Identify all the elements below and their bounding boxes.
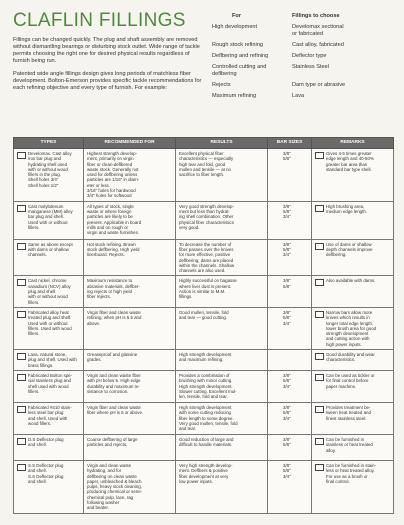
header-bar-sizes: BAR SIZES xyxy=(268,138,312,149)
cell-results-text: High strength development and maximum refining. xyxy=(179,352,232,363)
cell-remarks-text: Can be furnished in stain- less or heat treated alloy. For use as a brush or final control. xyxy=(326,462,377,484)
guide-row-fillings: Cast alloy, fabricated xyxy=(292,42,344,48)
cell-bar-sizes xyxy=(268,276,312,307)
cell-remarks xyxy=(312,370,394,402)
header-remarks: REMARKS xyxy=(312,138,394,149)
filling-swatch-icon xyxy=(315,311,324,318)
cell-recommended xyxy=(84,434,176,460)
cell-results-text: Good mullen, tensile, fold and tear — good cutting. xyxy=(179,309,229,321)
guide-row-for: High development xyxy=(212,24,258,30)
cell-bar-sizes xyxy=(268,350,312,371)
table-row xyxy=(14,370,394,402)
table-row xyxy=(14,276,394,307)
guide-row-fillings: Dam type or abrasive xyxy=(292,82,346,88)
cell-results xyxy=(176,402,268,434)
intro-paragraph: Fillings can be changed quickly. The plug and shaft assembly are removed without dismantling bearings or disturbing stock outlet. Wide range of tackle permits choosing the right one for desired physical results regardless of furnish being run. xyxy=(13,37,200,64)
cell-bar-sizes-text: 3/8" 5/8" xyxy=(283,278,291,289)
cell-remarks xyxy=(312,402,394,434)
guide-row xyxy=(212,42,396,49)
header-results: RESULTS xyxy=(176,138,268,149)
cell-remarks-text: Narrow bars allow more knives which results in longer total edge length, lower brush area for good strength development and cutting action with high power inputs. xyxy=(326,309,377,347)
intro-text xyxy=(13,37,203,98)
table-header-row xyxy=(14,138,394,149)
cell-type-text: Cast nickel, chrome vanadium (NCV) alloy plug and shell with or without wood fillers. xyxy=(28,278,71,305)
guide-header xyxy=(212,13,396,19)
cell-type xyxy=(14,201,84,239)
cell-type xyxy=(14,350,84,371)
guide-row-for: Rejects xyxy=(212,82,231,88)
guide-row xyxy=(212,93,396,100)
filling-swatch-icon xyxy=(315,438,324,445)
cell-type-text: Fabricated alloy heat treated plug and shell. Used with or without fillers. Used with wood fillers. xyxy=(28,309,72,337)
cell-type-text: Same as above except with dams or shallow channels. xyxy=(28,241,73,258)
cell-bar-sizes-text: 3/8" 5/8" 3/4" xyxy=(283,203,291,220)
cell-remarks xyxy=(312,350,394,371)
filling-swatch-icon xyxy=(17,311,26,318)
filling-swatch-icon xyxy=(315,279,324,286)
cell-bar-sizes-text: 3/8" 5/8" 3/4" xyxy=(283,309,291,326)
filling-swatch-icon xyxy=(17,205,26,212)
filling-swatch-icon xyxy=(17,279,26,286)
cell-recommended xyxy=(84,370,176,402)
cell-type-text: Fabricated Bolton spe- cial stainless plug and shell used with wood fillers. xyxy=(28,372,73,394)
cell-results xyxy=(176,370,268,402)
header-types: TYPES xyxy=(14,138,84,149)
table-row xyxy=(14,239,394,276)
cell-recommended xyxy=(84,307,176,349)
guide-row xyxy=(212,82,396,89)
guide-row-fillings: Develomax sectional or fabricated xyxy=(292,24,344,37)
cell-type-text: Develomax. Cast alloy iron bar plug and hydrating shell used with or without wood fillers in the plug. Shell holes 3/4" Shell holes 1/2" xyxy=(28,151,72,188)
table-row xyxy=(14,350,394,371)
cell-bar-sizes xyxy=(268,402,312,434)
cell-type-text: Cast molybdenum manganese (MM) alloy bar plug and shell. Used with or without fillers. xyxy=(28,203,73,230)
filling-swatch-icon xyxy=(17,406,26,413)
cell-type xyxy=(14,402,84,434)
fillings-table xyxy=(13,137,394,514)
fillings-selection-guide xyxy=(212,13,396,104)
cell-recommended xyxy=(84,201,176,239)
filling-swatch-icon xyxy=(17,438,26,445)
cell-recommended-text: Coarse deflbering of large particles and rejects. xyxy=(87,436,138,448)
cell-remarks-text: Provides treatment be- tween heat treated and finest stainless steel. xyxy=(326,404,371,421)
cell-results xyxy=(176,460,268,513)
cell-type xyxy=(14,307,84,349)
cell-results xyxy=(176,276,268,307)
cell-remarks xyxy=(312,276,394,307)
table-row xyxy=(14,434,394,460)
filling-swatch-icon xyxy=(17,353,26,360)
filling-swatch-icon xyxy=(315,406,324,413)
guide-row-for: Controlled cutting and deflbering xyxy=(212,64,267,77)
filling-swatch-icon xyxy=(315,152,324,159)
cell-results-text: High strength development with some cutting reducing fiber length to some degree. Very good mullen, tensile, fold and tear. xyxy=(179,404,238,432)
filling-swatch-icon xyxy=(315,353,324,360)
cell-bar-sizes xyxy=(268,460,312,513)
guide-header-for: For xyxy=(232,13,242,19)
cell-remarks-text: Use of dams or shallow depth channels improve deflbering. xyxy=(326,241,373,258)
cell-recommended-text: Virgin fiber and clean waste refining, when pH is 5.5 and above. xyxy=(87,309,142,326)
filling-swatch-icon xyxy=(17,243,26,250)
cell-bar-sizes xyxy=(268,434,312,460)
guide-row-for: Maximum refining xyxy=(212,93,257,99)
cell-bar-sizes-text: 3/8" 5/8" 3/4" xyxy=(283,241,291,258)
cell-results-text: Very good strength develop- ment but less than hydrat- ing shell combination. Other physical fiber characteristics very good. xyxy=(179,203,234,230)
cell-type-text: S.S Deflector plug and shell. S.S Deflector plug and shell. xyxy=(28,462,64,484)
cell-type xyxy=(14,434,84,460)
cell-results xyxy=(176,350,268,371)
cell-recommended xyxy=(84,350,176,371)
filling-swatch-icon xyxy=(17,374,26,381)
guide-row-fillings: Stainless Steel xyxy=(292,64,330,70)
cell-recommended-text: Maximum resistance to abrasive materials, deflber- ing rejects or high yield fiber rejects. xyxy=(87,278,140,300)
cell-recommended-text: Virgin fiber and clean waste fiber where pH is 5 or above. xyxy=(87,404,144,416)
cell-bar-sizes xyxy=(268,307,312,349)
guide-row xyxy=(212,53,396,60)
cell-recommended-text: Highest strength develop- ment, primarily on virgin fiber or clean-deflbered waste stock. Generally not used for deflbering unless particles are 1/16" in diam- eter or less. 3/16" holes for hardwood 3/4" holes for softwood xyxy=(87,151,140,199)
guide-row-fillings: Lava xyxy=(292,93,305,99)
cell-results-text: Excellent physical fiber characteristics — especially high tear and fold, good mullen and tensile — at no sacrifice to fiber length. xyxy=(179,151,234,178)
cell-recommended xyxy=(84,149,176,202)
cell-remarks-text: Good durability and wear characteristics. xyxy=(326,352,375,363)
cell-recommended xyxy=(84,239,176,276)
cell-recommended-text: Hot stock refining. Brown stock deflbering. High yield linerboard. Rejects. xyxy=(87,241,140,258)
cell-bar-sizes-text: 3/8" 5/8" xyxy=(283,436,291,448)
table-row xyxy=(14,201,394,239)
cell-type-text: D.S Deflector plug and shell. xyxy=(28,436,64,448)
guide-header-fillings: Fillings to choose xyxy=(292,13,340,19)
cell-type xyxy=(14,370,84,402)
cell-remarks xyxy=(312,460,394,513)
cell-results-text: To decrease the number of fiber passes over the knives for more effective, positive deflbering, dams are placed within the channels. Shallow channels are also used. xyxy=(179,241,235,274)
guide-row xyxy=(212,24,396,38)
cell-type xyxy=(14,460,84,513)
cell-type xyxy=(14,239,84,276)
cell-remarks xyxy=(312,149,394,202)
table-row xyxy=(14,460,394,513)
cell-recommended xyxy=(84,402,176,434)
filling-swatch-icon xyxy=(17,464,26,471)
cell-type xyxy=(14,276,84,307)
cell-recommended-text: All types of stock, single waste or where foreign particles are likely to be present. Applicable in board mills and on rough or virgin and waste furnishes. xyxy=(87,203,142,236)
cell-type-text: Lava, natural stone, plug and shell. Used with brass fillings. xyxy=(28,352,77,368)
filling-swatch-icon xyxy=(315,374,324,381)
cell-remarks xyxy=(312,239,394,276)
guide-row-for: Deflbering and refining xyxy=(212,53,269,59)
cell-remarks xyxy=(312,434,394,460)
cell-remarks-text: Can be used as tickler or for final control before paper machine. xyxy=(326,372,375,389)
filling-swatch-icon xyxy=(17,152,26,159)
intro-paragraph: Patented wide angle fillings design gives long periods of matchless fiber development. Bolton-Emerson provides specific tackle recommendations for each refining objective and every type of furnish. For example: xyxy=(13,71,202,91)
header-recommended: RECOMMENDED FOR xyxy=(84,138,176,149)
cell-results-text: Very high strength develop- ment. Deflbers & positive fiber development at very low power inputs. xyxy=(179,462,233,484)
cell-remarks-text: High brushing area, medium edge length. xyxy=(326,203,368,214)
cell-recommended xyxy=(84,276,176,307)
filling-swatch-icon xyxy=(315,464,324,471)
cell-results xyxy=(176,149,268,202)
cell-remarks-text: Gives 4-5 times greater edge length and 40-50% greater bar area than standard bar type shell. xyxy=(326,151,374,172)
cell-type xyxy=(14,149,84,202)
cell-bar-sizes-text: 3/8" 5/8" xyxy=(283,151,291,162)
cell-results-text: Provides a combination of brushing with minor cutting. High strength development. Slower cutting. Excellent mul- len, tensile, fold and tear. xyxy=(179,372,237,400)
table-row xyxy=(14,402,394,434)
cell-recommended-text: Greaseproof and glassine grades. xyxy=(87,352,138,363)
cell-recommended-text: Virgin and clean waste hydrating, and for deflbering on clean waste paper, unbleached & bleach pulps, heavy stock cleaning, producing chemical or semi- chemical pulp, lace, rag following washer and beater. xyxy=(87,462,142,511)
cell-bar-sizes xyxy=(268,239,312,276)
cell-results-text: Good reduction of large and difficult to handle materials. xyxy=(179,436,234,448)
table-row xyxy=(14,307,394,349)
cell-remarks-text: Also available with dams. xyxy=(326,278,376,284)
guide-row xyxy=(212,64,396,78)
cell-remarks-text: Can be furnished in stainless or heat treated alloy. xyxy=(326,436,373,453)
cell-bar-sizes-text: 3/8" 5/8" 3/4" xyxy=(283,372,291,389)
cell-results xyxy=(176,239,268,276)
cell-type-text: Fabricated #410 stain- less steel bar plug and shell. Used with wood fillers. xyxy=(28,404,72,426)
cell-bar-sizes xyxy=(268,149,312,202)
cell-bar-sizes xyxy=(268,370,312,402)
table-row xyxy=(14,149,394,202)
cell-remarks xyxy=(312,201,394,239)
cell-results xyxy=(176,201,268,239)
cell-bar-sizes-text: 3/8" 5/8" 3/4" xyxy=(283,404,291,421)
cell-results xyxy=(176,434,268,460)
guide-row-for: Rough stock refining xyxy=(212,42,263,48)
cell-bar-sizes xyxy=(268,201,312,239)
cell-results xyxy=(176,307,268,349)
filling-swatch-icon xyxy=(315,205,324,212)
cell-recommended-text: Virgin and clean waste fiber with pH below 5. High edge durability and maximum re- sistance to corrosion. xyxy=(87,372,141,394)
cell-bar-sizes-text: 3/8" 5/8" 3/4" xyxy=(283,462,291,479)
filling-swatch-icon xyxy=(315,243,324,250)
guide-row-fillings: Deflector type xyxy=(292,53,327,59)
cell-remarks xyxy=(312,307,394,349)
page-title: CLAFLIN FILLINGS xyxy=(13,10,186,31)
cell-recommended xyxy=(84,460,176,513)
cell-results-text: Highly successful on bagasse where liver dust is present. Action is similar to M.M. fillings. xyxy=(179,278,237,300)
